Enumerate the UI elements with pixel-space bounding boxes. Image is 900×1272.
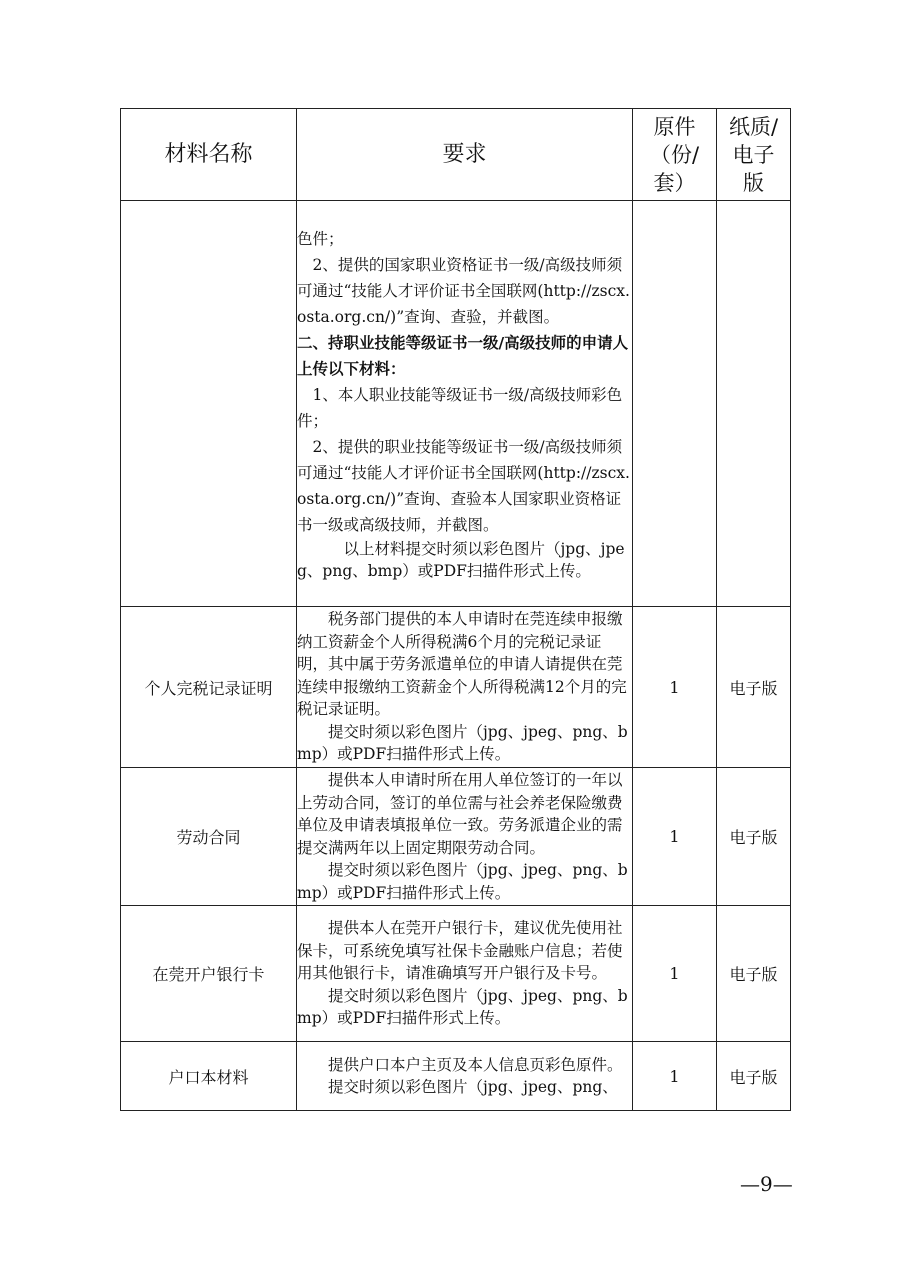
format-cell: 电子版 [717, 906, 791, 1042]
page-number: —9— [740, 1172, 793, 1196]
format-cell: 电子版 [717, 768, 791, 906]
requirement-paragraph: 2、提供的职业技能等级证书一级/高级技师须可通过“技能人才评价证书全国联网(http://zscx.osta.org.cn/)”查询、查验本人国家职业资格证书一级或高级技师，并截图。 [297, 437, 630, 534]
requirement-paragraph: 提交时须以彩色图片（jpg、jpeg、png、 [328, 1078, 618, 1096]
requirement-paragraph: 税务部门提供的本人申请时在莞连续申报缴纳工资薪金个人所得税满6个月的完税记录证明，其中属于劳务派遣单位的申请人请提供在莞连续申报缴纳工资薪金个人所得税满12个月的完税记录证明。 [297, 610, 627, 719]
header-original-line: 原件 [653, 114, 696, 139]
header-original-line: 套） [653, 170, 696, 195]
requirement-paragraph: 色件； [297, 229, 344, 248]
table-row [121, 906, 791, 1042]
original-count-cell: 1 [633, 607, 717, 768]
original-count-cell: 1 [633, 1042, 717, 1111]
header-format-line: 电子 [732, 142, 775, 167]
requirement-paragraph: 提供户口本户主页及本人信息页彩色原件。 [328, 1055, 623, 1074]
table-header-row [121, 109, 791, 201]
header-original-line: （份/ [649, 142, 700, 167]
requirement-cell [297, 201, 633, 607]
requirement-paragraph: 提供本人在莞开户银行卡，建议优先使用社保卡，可系统免填写社保卡金融账户信息；若使用其他银行卡，请准确填写开户银行及卡号。 [297, 919, 623, 983]
requirement-paragraph: 1、本人职业技能等级证书一级/高级技师彩色件； [297, 385, 623, 430]
requirement-section-heading: 二、持职业技能等级证书一级/高级技师的申请人上传以下材料： [297, 333, 629, 378]
requirement-cell [297, 607, 633, 768]
table-row [121, 201, 791, 607]
requirement-paragraph: 提交时须以彩色图片（jpg、jpeg、png、bmp）或PDF扫描件形式上传。 [297, 861, 628, 902]
requirement-paragraph: 提供本人申请时所在用人单位签订的一年以上劳动合同，签订的单位需与社会养老保险缴费单位及申请表填报单位一致。劳务派遣企业的需提交满两年以上固定期限劳动合同。 [297, 771, 623, 857]
requirement-paragraph: 提交时须以彩色图片（jpg、jpeg、png、bmp）或PDF扫描件形式上传。 [297, 722, 628, 764]
header-requirement: 要求 [297, 109, 633, 201]
material-name-cell: 在莞开户银行卡 [121, 906, 297, 1042]
header-material-name: 材料名称 [121, 109, 297, 201]
original-count-cell: 1 [633, 768, 717, 906]
table-row [121, 768, 791, 906]
format-cell: 电子版 [717, 607, 791, 768]
table-row [121, 1042, 791, 1111]
header-format [717, 109, 791, 201]
material-name-cell: 个人完税记录证明 [121, 607, 297, 768]
material-name-cell: 劳动合同 [121, 768, 297, 906]
format-cell [717, 201, 791, 607]
requirement-paragraph: 以上材料提交时须以彩色图片（jpg、jpeg、png、bmp）或PDF扫描件形式上传。 [297, 539, 625, 580]
materials-table [120, 108, 791, 1111]
format-cell: 电子版 [717, 1042, 791, 1111]
header-format-line: 纸质/ [728, 114, 779, 139]
material-name-cell: 户口本材料 [121, 1042, 297, 1111]
header-format-line: 版 [743, 170, 764, 195]
requirement-cell [297, 1042, 633, 1111]
original-count-cell: 1 [633, 906, 717, 1042]
requirement-paragraph: 2、提供的国家职业资格证书一级/高级技师须可通过“技能人才评价证书全国联网(http://zscx.osta.org.cn/)”查询、查验，并截图。 [297, 255, 630, 326]
requirement-paragraph: 提交时须以彩色图片（jpg、jpeg、png、bmp）或PDF扫描件形式上传。 [297, 986, 628, 1028]
requirement-cell [297, 768, 633, 906]
table-row [121, 607, 791, 768]
header-original-count [633, 109, 717, 201]
material-name-cell [121, 201, 297, 607]
requirement-cell [297, 906, 633, 1042]
original-count-cell [633, 201, 717, 607]
